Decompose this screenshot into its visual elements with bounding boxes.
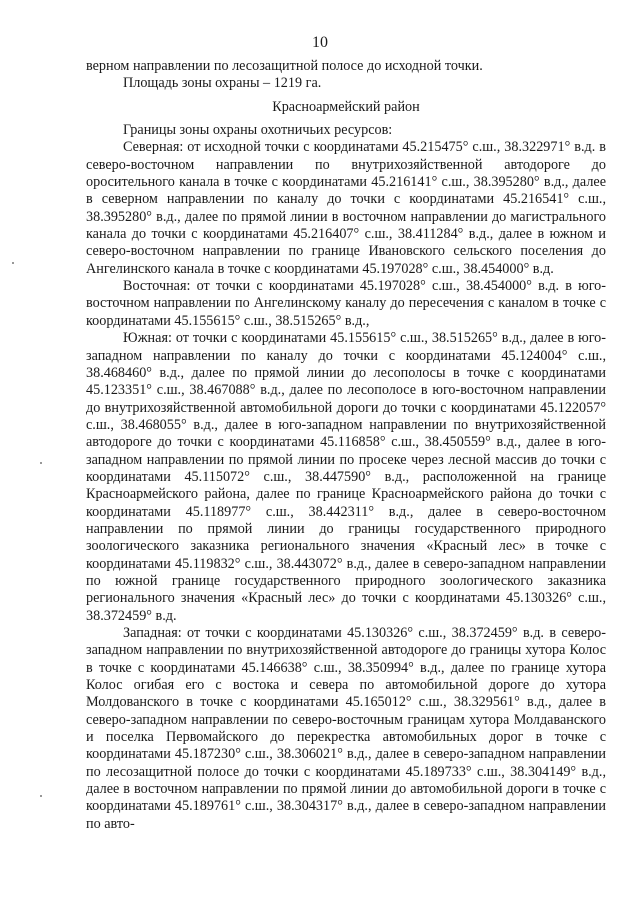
continuation-paragraph: верном направлении по лесозащитной полосе до исходной точки.	[86, 58, 483, 74]
scan-speck	[40, 795, 42, 797]
north-boundary-paragraph: Северная: от исходной точки с координатами 45.215475° с.ш., 38.322971° в.д. в северо-восточном направлении по внутрихозяйственной автодороге до оросительного канала в точке с координатами 45.216141° с.ш., 38.395280° в.д., далее в северном направлении по каналу до точки с координатами 45.216541° с.ш., 38.395280° в.д., далее по прямой линии в восточном направлении до магистрального канала до точки с координатами 45.216407° с.ш., 38.411284° в.д., далее в южном и северо-восточном направлении по границе Ивановского сельского поселения до Ангелинского канала в точке с координатами 45.197028° с.ш., 38.454000° в.д.	[86, 139, 606, 277]
section-heading: Красноармейский район	[272, 98, 420, 115]
boundaries-intro: Границы зоны охраны охотничьих ресурсов:	[123, 122, 393, 139]
page-number: 10	[312, 34, 328, 51]
area-paragraph: Площадь зоны охраны – 1219 га.	[123, 75, 322, 92]
document-body	[86, 58, 606, 833]
west-boundary-paragraph: Западная: от точки с координатами 45.130326° с.ш., 38.372459° в.д. в северо-западном направлении по внутрихозяйственной автодороге до границы хутора Колос в точке с координатами 45.146638° с.ш., 38.350994° в.д., далее по границе хутора Колос огибая его с востока и севера по автомобильной дороге до хутора Молдованского в точке с координатами 45.165012° с.ш., 38.329561° в.д., далее в северо-западном направлении по северо-восточным границам хутора Молдаванского и поселка Первомайского до перекрестка автомобильных дорог в точке с координатами 45.187230° с.ш., 38.306021° в.д., далее в северо-западном направлении по лесозащитной полосе до точки с координатами 45.189733° с.ш., 38.304149° в.д., далее в восточном направлении по прямой линии до автомобильной дороги в точке с координатами 45.189761° с.ш., 38.304317° в.д., далее в северо-западном направлении по авто-	[86, 625, 606, 832]
east-boundary-paragraph: Восточная: от точки с координатами 45.197028° с.ш., 38.454000° в.д. в юго-восточном направлении по Ангелинскому каналу до пересечения с каналом в точке с координатами 45.155615° с.ш., 38.515265° в.д.,	[86, 278, 606, 329]
scan-speck	[40, 462, 42, 464]
scan-speck	[12, 262, 14, 264]
south-boundary-paragraph: Южная: от точки с координатами 45.155615° с.ш., 38.515265° в.д., далее в юго-западном направлении по каналу до точки с координатами 45.124004° с.ш., 38.468460° в.д., далее по прямой линии до лесополосы в точке с координатами 45.123351° с.ш., 38.467088° в.д., далее по лесополосе в юго-восточном направлении до внутрихозяйственной автомобильной дороги до точки с координатами 45.122057° с.ш., 38.468055° в.д., далее в юго-западном направлении по внутрихозяйственной автодороге до точки с координатами 45.116858° с.ш., 38.450559° в.д., далее в юго-западном направлении по прямой линии по просеке через лесной массив до точки с координатами 45.115072° с.ш., 38.447590° в.д., расположенной на границе Красноармейского района, далее по границе Красноармейского района до точки с координатами 45.118977° с.ш., 38.442311° в.д., далее в северо-восточном направлении по прямой линии до границы государственного природного зоологического заказника регионального значения «Красный лес» в точке с координатами 45.119832° с.ш., 38.443072° в.д., далее в северо-западном направлении по южной границе государственного природного зоологического заказника регионального значения «Красный лес» до точки с координатами 45.130326° с.ш., 38.372459° в.д.	[86, 330, 606, 624]
